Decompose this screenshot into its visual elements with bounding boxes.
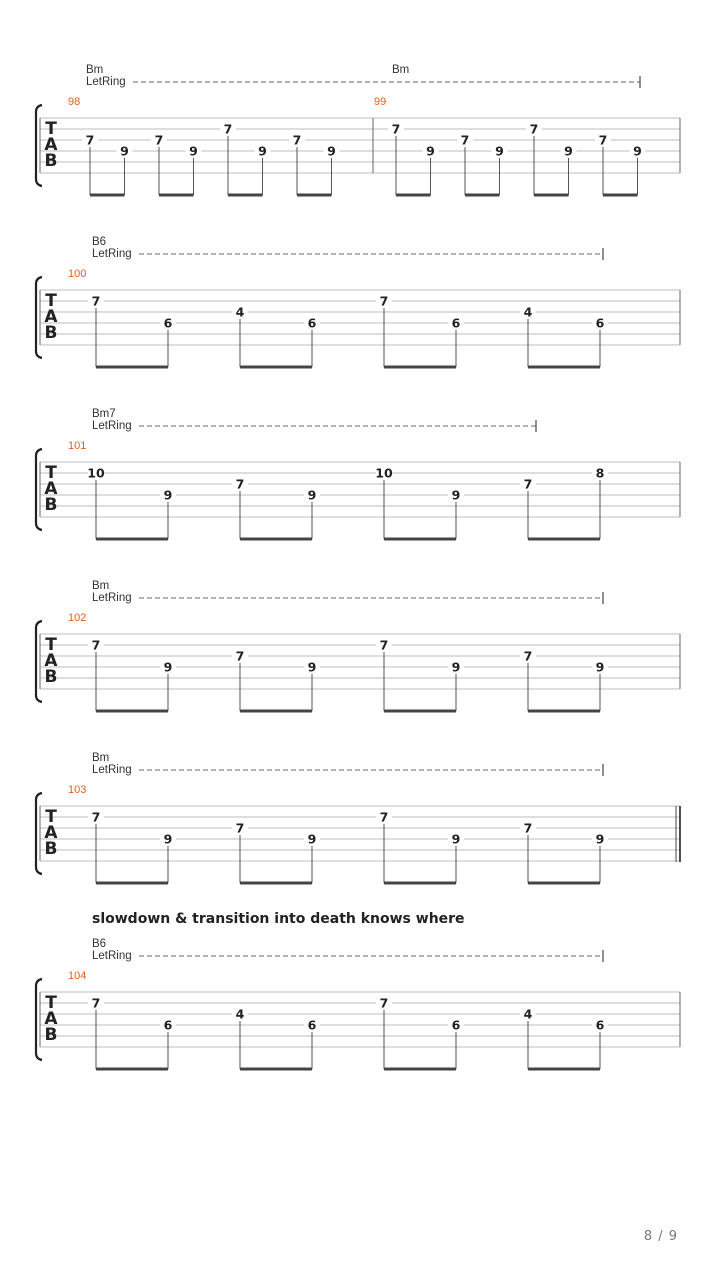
- fret-number: 7: [85, 132, 95, 148]
- fret-number: 6: [163, 1017, 173, 1033]
- fret-number: 7: [529, 121, 539, 137]
- fret-number: 9: [327, 143, 336, 159]
- chord-name: Bm7: [92, 408, 116, 420]
- page-number: 8 / 9: [643, 1229, 678, 1244]
- tab-clef-a: A: [44, 479, 58, 499]
- fret-number: 9: [564, 143, 573, 159]
- staff-bracket: [36, 277, 42, 358]
- tab-clef-a: A: [44, 307, 58, 327]
- fret-number: 9: [307, 831, 317, 847]
- fret-number: 6: [451, 315, 461, 331]
- let-ring-label: LetRing: [86, 76, 126, 88]
- fret-number: 9: [595, 659, 605, 675]
- fret-number: 9: [451, 659, 461, 675]
- tab-clef-b: B: [44, 323, 58, 343]
- bar-number: 101: [68, 440, 87, 452]
- fret-number: 6: [595, 315, 605, 331]
- fret-number: 7: [91, 995, 101, 1011]
- fret-number: 9: [189, 143, 198, 159]
- tab-clef-t: T: [45, 807, 57, 827]
- fret-number: 8: [595, 465, 605, 481]
- fret-number: 6: [307, 1017, 317, 1033]
- tab-clef-b: B: [44, 495, 58, 515]
- fret-number: 7: [523, 476, 533, 492]
- bar-number: 103: [68, 784, 87, 796]
- chord-name: Bm: [92, 752, 110, 764]
- let-ring-label: LetRing: [92, 248, 132, 260]
- fret-number: 7: [223, 121, 233, 137]
- staff-bracket: [36, 793, 42, 874]
- tab-clef-t: T: [45, 993, 57, 1013]
- bar-number: 99: [374, 96, 387, 108]
- let-ring-label: LetRing: [92, 950, 132, 962]
- fret-number: 7: [292, 132, 302, 148]
- fret-number: 7: [598, 132, 608, 148]
- fret-number: 9: [633, 143, 642, 159]
- section-annotation: slowdown & transition into death knows where: [92, 911, 465, 927]
- fret-number: 7: [154, 132, 164, 148]
- staff-bracket: [36, 979, 42, 1060]
- fret-number: 7: [379, 809, 389, 825]
- fret-number: 6: [451, 1017, 461, 1033]
- fret-number: 10: [87, 465, 105, 481]
- fret-number: 9: [595, 831, 605, 847]
- chord-name: B6: [92, 236, 107, 248]
- fret-number: 7: [91, 637, 101, 653]
- fret-number: 7: [235, 820, 245, 836]
- fret-number: 7: [235, 476, 245, 492]
- fret-number: 9: [258, 143, 267, 159]
- tab-clef-a: A: [44, 1009, 58, 1029]
- tab-clef-a: A: [44, 651, 58, 671]
- chord-name: Bm: [92, 580, 110, 592]
- tab-clef-t: T: [45, 463, 57, 483]
- fret-number: 6: [307, 315, 317, 331]
- fret-number: 9: [451, 487, 461, 503]
- fret-number: 9: [451, 831, 461, 847]
- staff-bracket: [36, 449, 42, 530]
- fret-number: 7: [523, 820, 533, 836]
- fret-number: 9: [163, 487, 173, 503]
- fret-number: 7: [379, 637, 389, 653]
- tab-clef-b: B: [44, 151, 58, 171]
- tab-clef-t: T: [45, 291, 57, 311]
- let-ring-label: LetRing: [92, 420, 132, 432]
- fret-number: 4: [235, 1006, 245, 1022]
- fret-number: 7: [91, 293, 101, 309]
- fret-number: 4: [523, 304, 533, 320]
- let-ring-label: LetRing: [92, 592, 132, 604]
- fret-number: 7: [523, 648, 533, 664]
- fret-number: 9: [120, 143, 129, 159]
- fret-number: 7: [91, 809, 101, 825]
- staff-bracket: [36, 105, 42, 186]
- fret-number: 7: [379, 293, 389, 309]
- fret-number: 9: [307, 659, 317, 675]
- let-ring-label: LetRing: [92, 764, 132, 776]
- chord-name: B6: [92, 938, 107, 950]
- tab-clef-b: B: [44, 839, 58, 859]
- fret-number: 9: [307, 487, 317, 503]
- chord-name: Bm: [86, 64, 104, 76]
- tab-clef-b: B: [44, 667, 58, 687]
- fret-number: 6: [163, 315, 173, 331]
- bar-number: 102: [68, 612, 87, 624]
- fret-number: 4: [235, 304, 245, 320]
- bar-number: 98: [68, 96, 81, 108]
- tab-clef-t: T: [45, 119, 57, 139]
- fret-number: 7: [379, 995, 389, 1011]
- chord-name: Bm: [392, 64, 410, 76]
- fret-number: 9: [163, 831, 173, 847]
- tab-clef-a: A: [44, 135, 58, 155]
- fret-number: 7: [235, 648, 245, 664]
- fret-number: 6: [595, 1017, 605, 1033]
- fret-number: 7: [391, 121, 401, 137]
- fret-number: 4: [523, 1006, 533, 1022]
- fret-number: 10: [375, 465, 393, 481]
- tab-clef-a: A: [44, 823, 58, 843]
- fret-number: 9: [163, 659, 173, 675]
- tab-clef-t: T: [45, 635, 57, 655]
- fret-number: 9: [495, 143, 504, 159]
- bar-number: 100: [68, 268, 87, 280]
- fret-number: 9: [426, 143, 435, 159]
- staff-bracket: [36, 621, 42, 702]
- bar-number: 104: [68, 970, 87, 982]
- fret-number: 7: [460, 132, 470, 148]
- tab-clef-b: B: [44, 1025, 58, 1045]
